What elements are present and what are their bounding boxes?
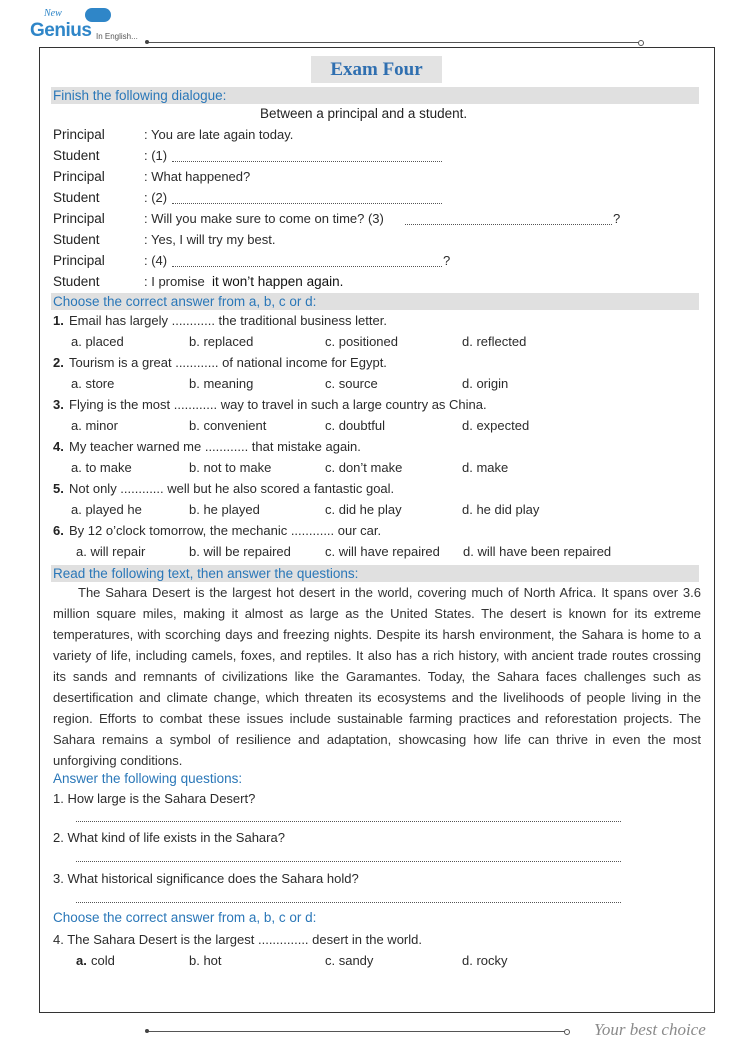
footer-slogan: Your best choice — [594, 1020, 706, 1039]
option-c[interactable]: c. doubtful — [325, 418, 385, 433]
question-stem: Email has largely ............ the traditional business letter. — [69, 313, 387, 328]
logo-tagline: In English... — [96, 32, 138, 41]
answer-blank[interactable] — [172, 266, 442, 267]
option-a[interactable]: a. played he — [71, 502, 142, 517]
option-c[interactable]: c. will have repaired — [325, 544, 440, 559]
option-b[interactable]: b. convenient — [189, 418, 267, 433]
option-c[interactable]: c. sandy — [325, 953, 374, 968]
question-stem: 4. The Sahara Desert is the largest .............. desert in the world. — [53, 932, 422, 947]
speaker: Student — [53, 232, 100, 247]
dialogue-line: : What happened? — [144, 169, 251, 184]
option-a[interactable]: cold — [91, 953, 115, 968]
option-a[interactable]: a. will repair — [76, 544, 146, 559]
divider-dot — [145, 1029, 149, 1033]
option-d[interactable]: d. expected — [462, 418, 530, 433]
answer-line[interactable] — [76, 902, 621, 903]
question-mark: ? — [443, 253, 451, 268]
footer-divider — [148, 1031, 565, 1032]
option-b[interactable]: b. replaced — [189, 334, 254, 349]
question-stem: By 12 o’clock tomorrow, the mechanic ............ our car. — [69, 523, 382, 538]
option-a[interactable]: a. minor — [71, 418, 118, 433]
dialogue-line-emphasis: it won’t happen again. — [212, 274, 344, 289]
open-question: 2. What kind of life exists in the Sahara? — [53, 830, 285, 845]
speaker: Student — [53, 148, 100, 163]
dialogue-heading: Finish the following dialogue: — [51, 87, 699, 104]
answer-heading: Answer the following questions: — [53, 771, 243, 786]
divider-dot — [145, 40, 149, 44]
reading-heading: Read the following text, then answer the questions: — [51, 565, 699, 582]
question-number: 5. — [53, 481, 64, 496]
option-c[interactable]: c. did he play — [325, 502, 402, 517]
option-a[interactable]: a. to make — [71, 460, 132, 475]
option-a-letter[interactable]: a. — [76, 953, 87, 968]
question-number: 1. — [53, 313, 64, 328]
speaker: Student — [53, 190, 100, 205]
speaker: Principal — [53, 253, 105, 268]
question-number: 2. — [53, 355, 64, 370]
divider-end — [638, 40, 644, 46]
dialogue-line: : Yes, I will try my best. — [144, 232, 276, 247]
option-d[interactable]: d. will have been repaired — [463, 544, 612, 559]
option-b[interactable]: b. will be repaired — [189, 544, 291, 559]
option-c[interactable]: c. source — [325, 376, 378, 391]
reading-passage: The Sahara Desert is the largest hot desert in the world, covering much of North Africa. It spans over 3.6 million square miles, making it almost as large as the United States. The desert is known for its extreme temperatures, with scorching days and freezing nights. Despite its harsh environment, the Sahara is home to a variety of life, including camels, foxes, and reptiles. It also has a rich history, with ancient trade routes crossing its sands and remnants of civilizations like the Garamantes. Today, the Sahara faces challenges such as desertification and climate change, which threaten its ecosystems and the livelihoods of people living in the region. Efforts to combat these issues include sustainable farming practices and reforestation projects. The Sahara remains a symbol of resilience and adaptation, showcasing how life can thrive in even the most unforgiving conditions. — [53, 585, 701, 768]
question-stem: Flying is the most ............ way to travel in such a large country as China. — [69, 397, 487, 412]
question-stem: My teacher warned me ............ that mistake again. — [69, 439, 361, 454]
divider-end — [564, 1029, 570, 1035]
open-question: 1. How large is the Sahara Desert? — [53, 791, 256, 806]
answer-line[interactable] — [76, 821, 621, 822]
page-title: Exam Four — [311, 56, 442, 83]
option-a[interactable]: a. store — [71, 376, 115, 391]
question-number: 6. — [53, 523, 64, 538]
option-b[interactable]: b. meaning — [189, 376, 254, 391]
dialogue-line: : (1) — [144, 148, 168, 163]
question-mark: ? — [613, 211, 621, 226]
dialogue-line: : You are late again today. — [144, 127, 294, 142]
option-b[interactable]: b. he played — [189, 502, 260, 517]
option-c[interactable]: c. positioned — [325, 334, 398, 349]
speaker: Principal — [53, 169, 105, 184]
option-b[interactable]: b. hot — [189, 953, 222, 968]
logo-new: New — [44, 8, 62, 19]
option-d[interactable]: d. origin — [462, 376, 509, 391]
dialogue-line: : (2) — [144, 190, 168, 205]
option-a[interactable]: a. placed — [71, 334, 124, 349]
question-number: 4. — [53, 439, 64, 454]
answer-blank[interactable] — [172, 161, 442, 162]
option-d[interactable]: d. make — [462, 460, 509, 475]
header-divider — [148, 42, 640, 43]
option-c[interactable]: c. don’t make — [325, 460, 403, 475]
question-stem: Not only ............ well but he also scored a fantastic goal. — [69, 481, 395, 496]
speaker: Principal — [53, 211, 105, 226]
speaker: Principal — [53, 127, 105, 142]
dialogue-subheading: Between a principal and a student. — [260, 106, 468, 121]
speaker: Student — [53, 274, 100, 289]
dialogue-line: : (4) — [144, 253, 168, 268]
answer-blank[interactable] — [405, 224, 612, 225]
question-stem: Tourism is a great ............ of national income for Egypt. — [69, 355, 387, 370]
mcq-heading: Choose the correct answer from a, b, c or d: — [51, 293, 699, 310]
logo-name: Genius — [30, 20, 92, 41]
brand-logo — [30, 6, 150, 46]
option-d[interactable]: d. reflected — [462, 334, 527, 349]
open-question: 3. What historical significance does the Sahara hold? — [53, 871, 359, 886]
question-number: 3. — [53, 397, 64, 412]
option-d[interactable]: d. he did play — [462, 502, 540, 517]
answer-blank[interactable] — [172, 203, 442, 204]
answer-line[interactable] — [76, 861, 621, 862]
option-b[interactable]: b. not to make — [189, 460, 272, 475]
dialogue-line: : I promise — [144, 274, 205, 289]
dialogue-line: : Will you make sure to come on time? (3) — [144, 211, 384, 226]
mcq-heading-2: Choose the correct answer from a, b, c or d: — [53, 910, 317, 925]
option-d[interactable]: d. rocky — [462, 953, 508, 968]
